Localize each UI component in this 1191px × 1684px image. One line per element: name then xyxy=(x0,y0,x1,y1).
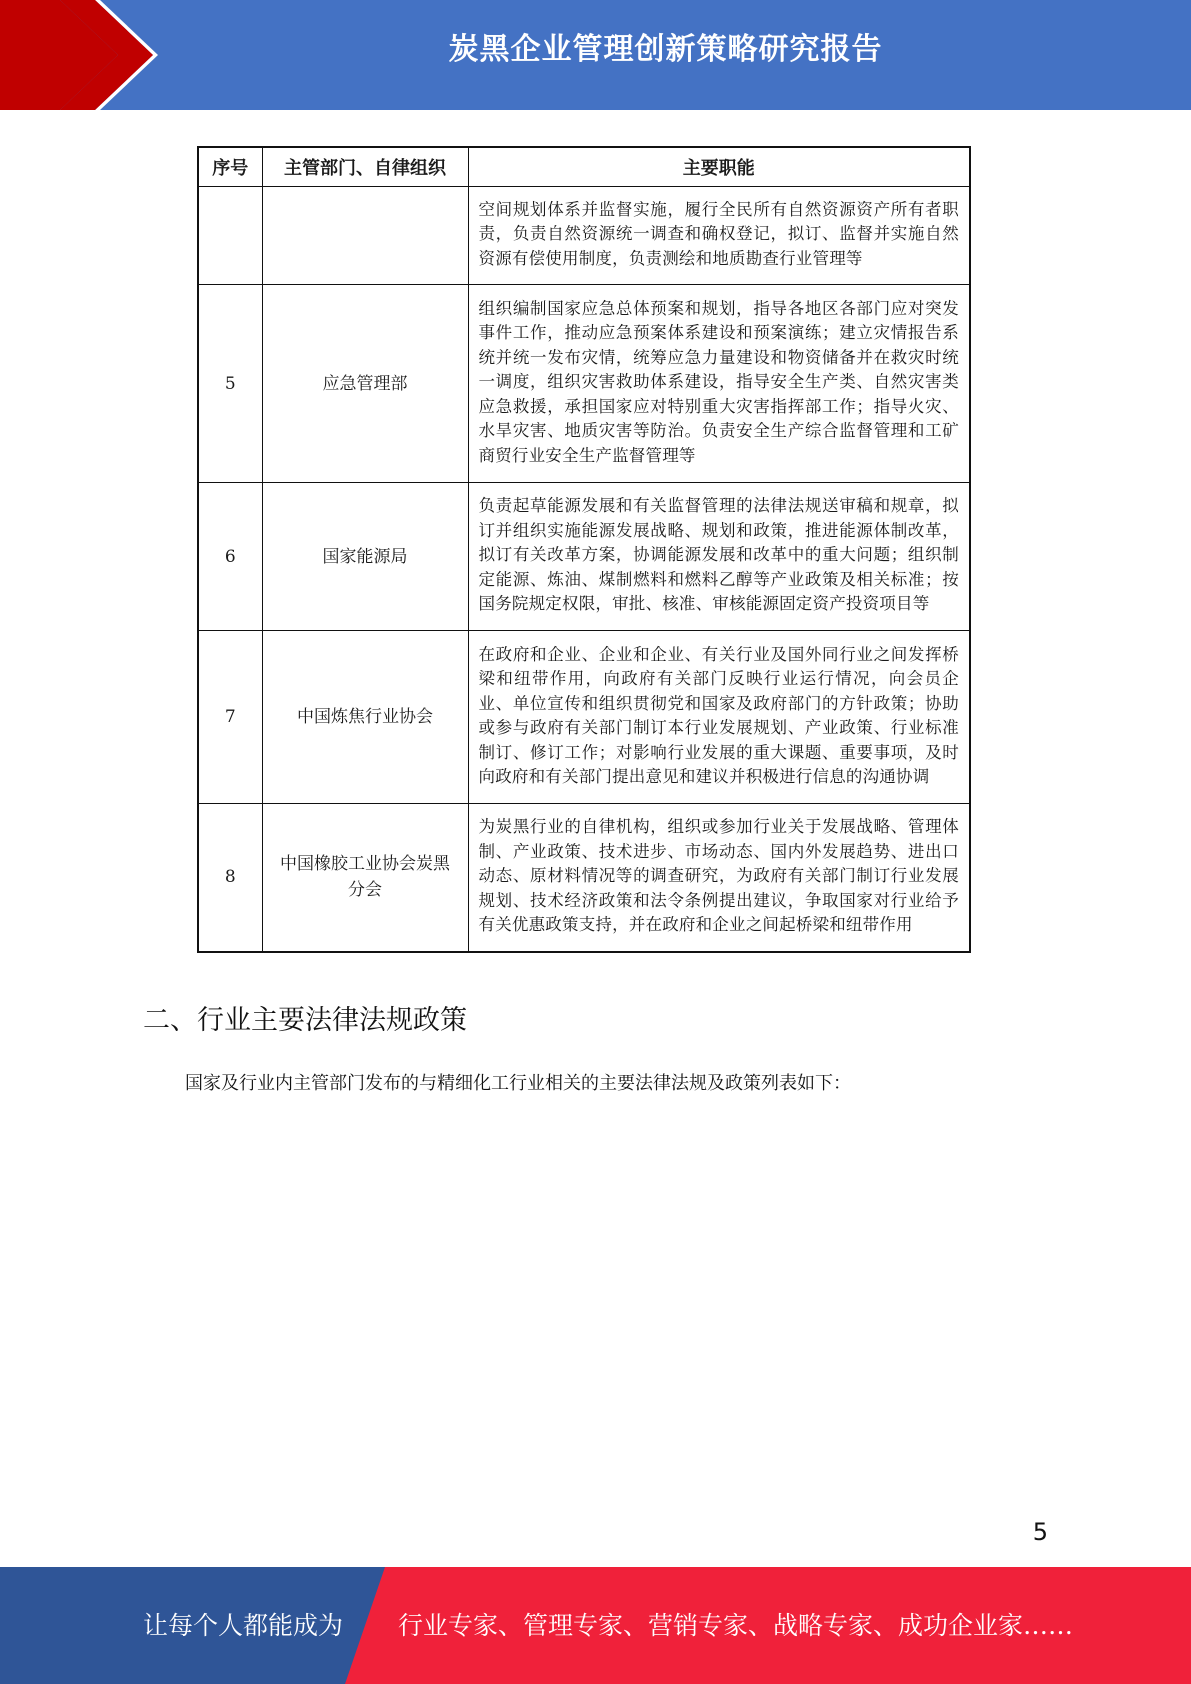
row-functions: 在政府和企业、企业和企业、有关行业及国外同行业之间发挥桥梁和纽带作用，向政府有关部门反映行业运行情况，向会员企业、单位宣传和组织贯彻党和国家及政府部门的方针政策；协助或参与政府有关部门制订本行业发展规划、产业政策、行业标准制订、修订工作；对影响行业发展的重大课题、重要事项，及时向政府和有关部门提出意见和建议并积极进行信息的沟通协调 xyxy=(468,631,970,804)
page-header xyxy=(0,0,1191,110)
section-paragraph: 国家及行业内主管部门发布的与精细化工行业相关的主要法律法规及政策列表如下： xyxy=(185,1073,851,1094)
row-department xyxy=(262,187,468,285)
table-row xyxy=(198,631,970,804)
row-number: 7 xyxy=(198,631,262,804)
row-department: 国家能源局 xyxy=(262,483,468,631)
page-footer xyxy=(0,1567,1191,1684)
row-functions: 为炭黑行业的自律机构，组织或参加行业关于发展战略、管理体制、产业政策、技术进步、市场动态、国内外发展趋势、进出口动态、原材料情况等的调查研究，为政府有关部门制订行业发展规划、技术经济政策和法令条例提出建议，争取国家对行业给予有关优惠政策支持，并在政府和企业之间起桥梁和纽带作用 xyxy=(468,804,970,952)
table-row xyxy=(198,187,970,285)
row-number: 8 xyxy=(198,804,262,952)
row-department: 中国炼焦行业协会 xyxy=(262,631,468,804)
section-heading: 二、行业主要法律法规政策 xyxy=(143,1005,467,1036)
footer-slogan-right: 行业专家、管理专家、营销专家、战略专家、成功企业家…… xyxy=(398,1611,1074,1640)
row-functions: 负责起草能源发展和有关监督管理的法律法规送审稿和规章，拟订并组织实施能源发展战略、规划和政策，推进能源体制改革，拟订有关改革方案，协调能源发展和改革中的重大问题；组织制定能源、炼油、煤制燃料和燃料乙醇等产业政策及相关标准；按国务院规定权限，审批、核准、审核能源固定资产投资项目等 xyxy=(468,483,970,631)
row-number: 5 xyxy=(198,285,262,483)
column-header-department: 主管部门、自律组织 xyxy=(262,147,468,187)
document-title: 炭黑企业管理创新策略研究报告 xyxy=(448,32,883,67)
page-number: 5 xyxy=(1032,1518,1048,1546)
row-department: 中国橡胶工业协会炭黑分会 xyxy=(262,804,468,952)
table-row xyxy=(198,804,970,952)
table-header-row xyxy=(198,147,970,187)
row-functions: 组织编制国家应急总体预案和规划，指导各地区各部门应对突发事件工作，推动应急预案体系建设和预案演练；建立灾情报告系统并统一发布灾情，统筹应急力量建设和物资储备并在救灾时统一调度，组织灾害救助体系建设，指导安全生产类、自然灾害类应急救援，承担国家应对特别重大灾害指挥部工作；指导火灾、水旱灾害、地质灾害等防治。负责安全生产综合监督管理和工矿商贸行业安全生产监督管理等 xyxy=(468,285,970,483)
table-row xyxy=(198,483,970,631)
row-functions: 空间规划体系并监督实施，履行全民所有自然资源资产所有者职责，负责自然资源统一调查和确权登记，拟订、监督并实施自然资源有偿使用制度，负责测绘和地质勘查行业管理等 xyxy=(468,187,970,285)
row-department: 应急管理部 xyxy=(262,285,468,483)
column-header-number: 序号 xyxy=(198,147,262,187)
footer-slogan-left: 让每个人都能成为 xyxy=(143,1611,344,1640)
regulatory-authorities-table xyxy=(197,146,971,953)
table-row xyxy=(198,285,970,483)
row-number xyxy=(198,187,262,285)
header-arrow-decoration xyxy=(0,0,300,110)
column-header-functions: 主要职能 xyxy=(468,147,970,187)
row-number: 6 xyxy=(198,483,262,631)
